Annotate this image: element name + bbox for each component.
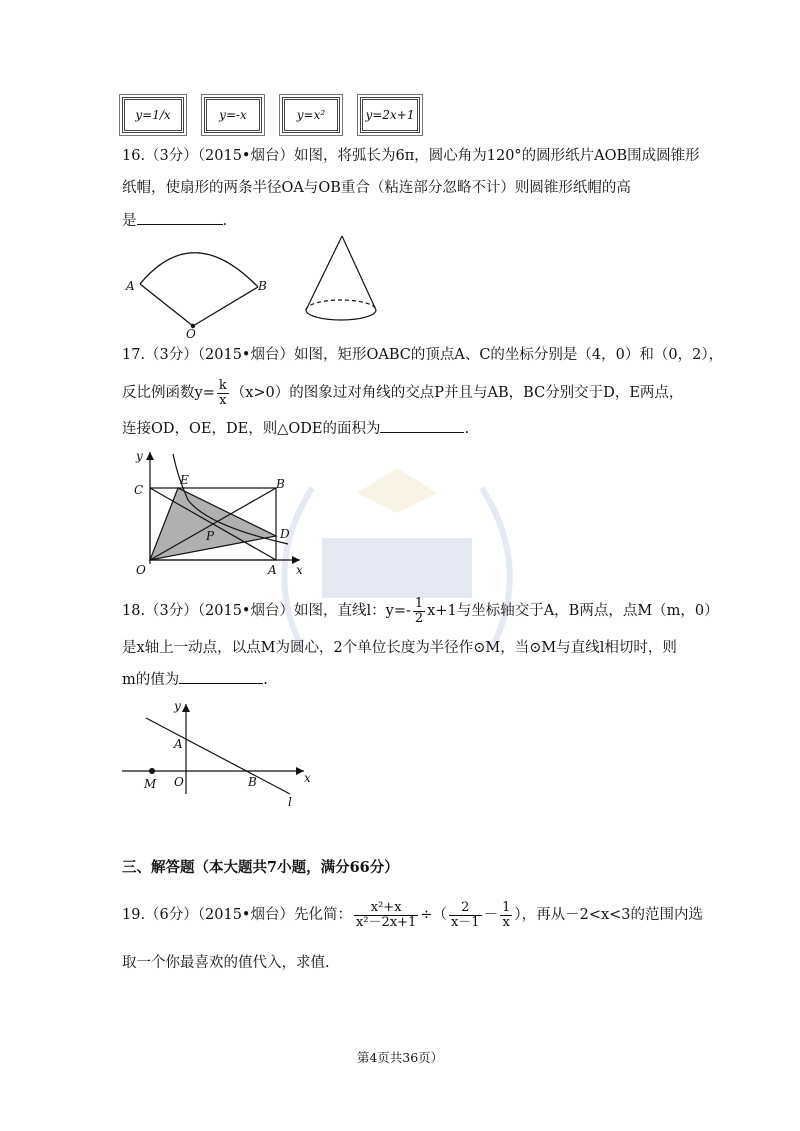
function-card: y=-x [204,97,262,133]
q18-prefix3: m的值为 [122,672,180,688]
label-A: A [126,279,135,293]
answer-blank [179,669,263,684]
q17-prefix: 反比例函数y= [122,385,215,401]
label-E: E [180,473,189,487]
label-y: y [136,449,143,463]
question-16-line3 [122,210,227,231]
question-19-line2: 取一个你最喜欢的值代入，求值. [122,955,330,971]
label-A: A [268,563,277,577]
label-B: B [248,775,257,789]
question-17-line1: 17.（3分）（2015•烟台）如图，矩形OABC的顶点A、C的坐标分别是（4，0）和（0，2）， [122,347,724,363]
q19-prefix: 19.（6分）（2015•烟台）先化简： [122,907,352,923]
label-x: x [304,771,311,785]
q18-prefix: 18.（3分）（2015•烟台）如图，直线l：y=- [122,603,411,619]
label-A: A [174,737,183,751]
divide-sign: ÷（ [420,907,447,923]
figure-18 [118,698,318,808]
question-18-line1 [122,594,719,628]
q17-suffix3: . [464,421,470,437]
q19-suffix: ），再从－2<x<3的范围内选 [514,907,704,923]
label-B: B [276,477,285,491]
function-card: y=x² [282,97,340,133]
label-C: C [134,483,144,497]
question-16-line2: 纸帽，使扇形的两条半径OA与OB重合（粘连部分忽略不计）则圆锥形纸帽的高 [122,180,631,196]
question-19-line1 [122,895,703,935]
fraction-3: $\frac{1}{x}$ [502,899,511,930]
q16-prefix: 是 [122,213,137,229]
figure-16 [118,230,398,338]
q16-suffix: . [222,213,228,229]
question-16-line1: 16.（3分）（2015•烟台）如图，将弧长为6π，圆心角为120°的圆形纸片AOB围成圆锥形 [122,148,700,164]
label-O: O [174,775,184,789]
function-card: y=2x+1 [360,97,420,133]
question-17-line2 [122,376,683,410]
figure-17 [128,448,318,578]
label-l: l [288,795,292,808]
question-18-line2: 是x轴上一动点，以点M为圆心，2个单位长度为半径作⊙M，当⊙M与直线l相切时，则 [122,640,677,656]
answer-blank [380,418,464,433]
fraction-one-half: $\frac{1}{2}$ [414,595,424,626]
page-footer: 第4页共36页） [356,1050,444,1065]
function-card: y=1/x [122,97,184,133]
label-M: M [144,777,157,791]
fraction-2: $\frac{2}{x-1}$ [450,899,480,930]
question-18-line3 [122,669,268,690]
fraction-1: $\frac{\text{x²+x}}{\text{x²－2x+1}}$ [356,899,417,930]
answer-blank [137,210,223,225]
q17-suffix: （x>0）的图象过对角线的交点P并且与AB，BC分别交于D，E两点， [230,385,684,401]
minus-sign: － [483,907,499,923]
fraction-k-over-x: $\frac{k}{x}$ [218,377,227,408]
label-O: O [186,327,196,338]
label-P: P [206,529,215,543]
label-O: O [136,563,146,577]
label-y: y [174,699,181,713]
label-D: D [280,527,290,541]
label-x: x [296,563,303,577]
question-17-line3 [122,418,469,439]
q18-suffix3: . [263,672,268,688]
section-heading: 三、解答题（本大题共7小题，满分66分） [122,859,399,876]
q17-prefix3: 连接OD，OE，DE，则△ODE的面积为 [122,421,381,437]
function-cards [122,97,422,137]
label-B: B [258,279,267,293]
q18-suffix: x+1与坐标轴交于A，B两点，点M（m，0） [427,603,719,619]
